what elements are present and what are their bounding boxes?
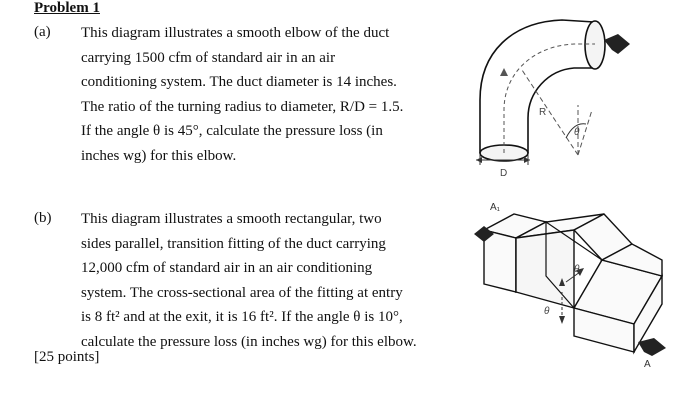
part-a-line: inches wg) for this elbow. — [81, 147, 237, 164]
part-b-label: (b) — [34, 210, 52, 226]
transition-diagram — [474, 200, 674, 370]
part-a-line: conditioning system. The duct diameter is 14 inches. — [81, 74, 397, 90]
elbow-label-theta: θ — [574, 127, 580, 138]
part-b-line: sides parallel, transition fitting of the duct carrying — [81, 235, 386, 252]
part-a-line: This diagram illustrates a smooth elbow of the duct — [81, 25, 390, 41]
part-b-line: 12,000 cfm of standard air in an air conditioning — [81, 260, 373, 276]
transition-label-theta-mid: θ — [544, 306, 550, 317]
part-a-line: The ratio of the turning radius to diameter, R/D = 1.5. — [81, 98, 404, 115]
part-b-line: This diagram illustrates a smooth rectangular, two — [81, 211, 382, 227]
part-a-line: carrying 1500 cfm of standard air in an air — [81, 49, 336, 66]
transition-label-theta-top: θ — [574, 264, 580, 275]
part-a-text — [81, 21, 447, 168]
points: [25 points] — [34, 349, 100, 365]
part-b-line: calculate the pressure loss (in inches wg) for this elbow. — [81, 333, 417, 350]
transition-label-a1: A₁ — [490, 202, 501, 213]
elbow-diagram — [462, 10, 637, 180]
part-b-text — [81, 207, 453, 354]
part-a-label: (a) — [34, 24, 51, 40]
part-b-line: system. The cross-sectional area of the fitting at entry — [81, 284, 403, 301]
transition-label-a: A — [644, 359, 651, 370]
elbow-label-d: D — [500, 168, 508, 179]
part-b-line: is 8 ft² and at the exit, it is 16 ft². If the angle θ is 10°, — [81, 309, 403, 325]
part-a-line: If the angle θ is 45°, calculate the pressure loss (in — [81, 123, 383, 139]
elbow-label-r: R — [539, 107, 547, 118]
problem-title: Problem 1 — [34, 0, 100, 16]
